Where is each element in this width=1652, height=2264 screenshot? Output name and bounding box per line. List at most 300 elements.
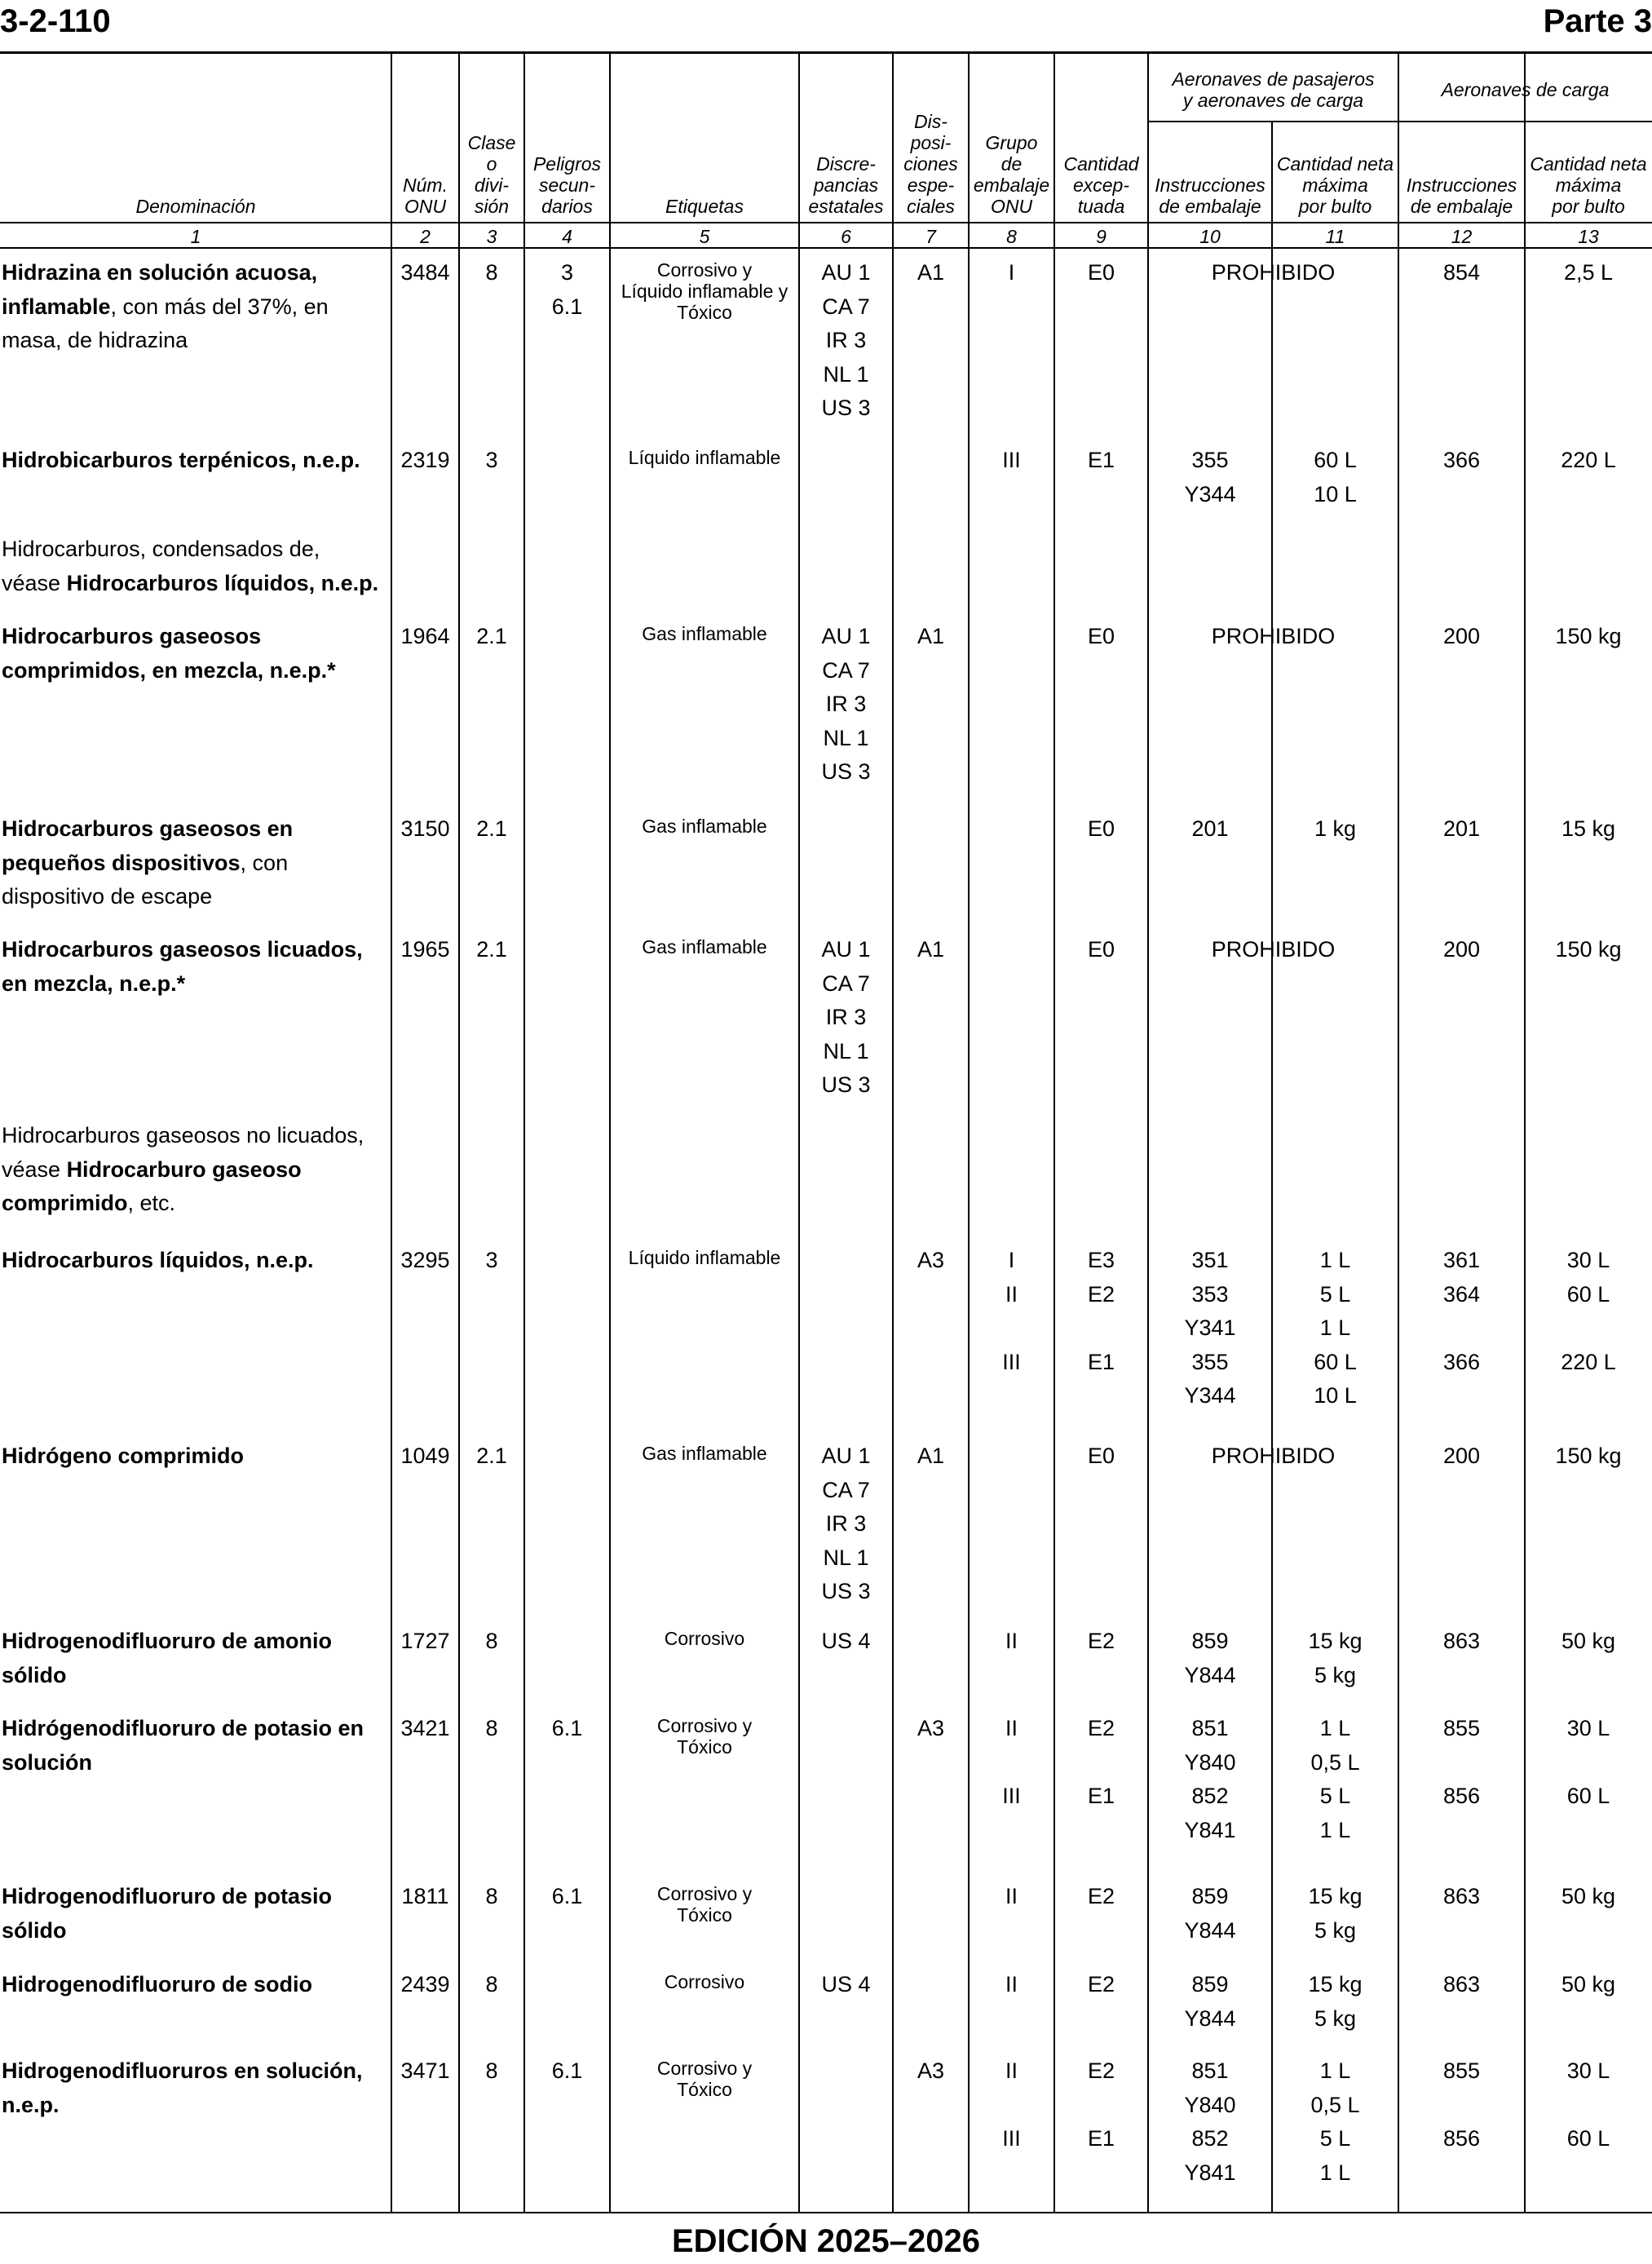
subsidiary-hazard	[524, 256, 610, 324]
excepted-quantity-line: E2	[1087, 1884, 1115, 1908]
passenger-max-quantity-line: 60 L	[1314, 448, 1357, 472]
substance-name-segment: inflamable	[2, 294, 111, 319]
substance-name-segment: solución	[2, 1749, 93, 1775]
prohibited-text: PROHIBIDO	[1211, 1444, 1336, 1468]
cargo-max-quantity	[1525, 933, 1652, 967]
un-number: 3471	[400, 2058, 450, 2083]
column-number-3: 3	[486, 226, 497, 247]
excepted-quantity-line	[1054, 1814, 1148, 1848]
column-header-line: excep-	[1072, 175, 1130, 196]
cargo-max-quantity-line: 150 kg	[1555, 1444, 1622, 1468]
page-number: 3-2-110	[0, 3, 111, 39]
column-header-line: Dis-	[914, 111, 947, 132]
cargo-max-quantity-line	[1525, 1746, 1652, 1780]
substance-name	[2, 620, 391, 688]
column-number-10: 10	[1199, 226, 1221, 247]
substance-name-segment: Hidrocarburos líquidos, n.e.p.	[2, 1248, 314, 1272]
passenger-max-quantity-line: 1 L	[1319, 1248, 1351, 1272]
substance-name-line	[2, 1153, 391, 1187]
un-number: 1727	[400, 1629, 450, 1653]
state-variation-line: AU 1	[821, 260, 871, 285]
substance-name-segment: sólido	[2, 1662, 67, 1687]
substance-name-line	[2, 1244, 391, 1278]
un-number: 2439	[400, 1972, 450, 1996]
packing-group-line: III	[1002, 1784, 1021, 1808]
passenger-max-quantity-line: 5 kg	[1314, 2005, 1357, 2031]
special-provision: A3	[917, 1716, 945, 1740]
substance-name	[2, 1625, 391, 1692]
column-number-5: 5	[699, 226, 710, 247]
cargo-packing-instruction-line: 856	[1442, 1784, 1481, 1808]
hazard-label-line: Corrosivo y	[656, 2058, 753, 2079]
substance-name-segment: Hidrógeno comprimido	[2, 1444, 244, 1468]
cargo-max-quantity-line: 60 L	[1566, 1784, 1610, 1808]
cargo-max-quantity-line: 30 L	[1566, 1716, 1610, 1740]
substance-name-segment: Hidrogenodifluoruro de potasio	[2, 1884, 332, 1908]
cargo-max-quantity-line: 30 L	[1566, 1248, 1610, 1272]
state-variation-line: NL 1	[823, 725, 869, 750]
prohibited-text: PROHIBIDO	[1211, 260, 1336, 285]
column-header-5	[610, 196, 799, 217]
passenger-max-quantity	[1272, 444, 1398, 511]
cargo-packing-instruction	[1398, 2054, 1525, 2190]
state-variation-line: CA 7	[822, 657, 870, 683]
packing-group	[969, 1712, 1054, 1847]
column-number-7: 7	[925, 226, 936, 247]
hazard-label-line: Gas inflamable	[642, 816, 767, 837]
excepted-quantity	[1054, 933, 1148, 967]
packing-group-line: II	[1005, 1629, 1018, 1653]
passenger-packing-instruction-line: 355	[1191, 448, 1229, 472]
passenger-packing-instruction	[1148, 1712, 1272, 1847]
cargo-packing-instruction-line: 863	[1442, 1629, 1481, 1653]
un-number: 1811	[401, 1884, 449, 1908]
substance-name-segment: comprimido	[2, 1191, 128, 1215]
passenger-packing-instruction-line: Y844	[1184, 1662, 1236, 1687]
passenger-max-quantity-line: 5 L	[1319, 1784, 1351, 1808]
excepted-quantity-line	[1054, 2156, 1148, 2191]
cargo-packing-instruction	[1398, 812, 1525, 847]
substance-name-segment: Hidrocarburos gaseosos en	[2, 816, 294, 841]
substance-name-segment: Hidrazina en solución acuosa,	[2, 260, 318, 285]
excepted-quantity-line: E0	[1087, 1444, 1115, 1468]
subsidiary-hazard-line: 6.1	[551, 1884, 583, 1908]
substance-name-segment: Hidrocarburos gaseosos licuados,	[2, 937, 363, 962]
un-number: 1049	[400, 1444, 450, 1468]
substance-name	[2, 2054, 391, 2122]
cargo-packing-instruction-line	[1398, 1379, 1525, 1413]
cargo-max-quantity-line: 60 L	[1566, 1281, 1610, 1307]
cargo-packing-instruction-line: 364	[1442, 1281, 1481, 1307]
hazard-label-line: Corrosivo y	[656, 1715, 753, 1736]
substance-name-line	[2, 1625, 391, 1659]
subsidiary-hazard	[524, 1712, 610, 1746]
cargo-max-quantity-line	[1525, 2156, 1652, 2191]
state-variation-line: CA 7	[822, 294, 870, 319]
substance-name	[2, 812, 391, 914]
state-variation-line: US 4	[821, 1629, 871, 1653]
un-number: 3150	[400, 816, 450, 841]
cargo-packing-instruction-line: 856	[1442, 2126, 1481, 2151]
column-header-line: ONU	[404, 196, 447, 217]
substance-name-line	[2, 324, 391, 358]
hazard-class: 2.1	[476, 1444, 507, 1468]
column-header-line: Cantidad	[1063, 153, 1139, 175]
column-header-10	[1148, 175, 1272, 217]
hazard-label-line: Gas inflamable	[642, 936, 767, 957]
passenger-max-quantity-line: 1 kg	[1314, 816, 1357, 841]
substance-name-segment: sólido	[2, 1917, 67, 1943]
excepted-quantity	[1054, 1880, 1148, 1914]
hazard-labels	[610, 447, 799, 468]
substance-name	[2, 444, 391, 478]
column-header-line: divi-	[474, 175, 510, 196]
passenger-max-quantity	[1272, 1244, 1398, 1413]
passenger-max-quantity-line: 1 L	[1319, 2160, 1351, 2185]
cargo-max-quantity-line: 50 kg	[1561, 1629, 1616, 1653]
excepted-quantity	[1054, 1439, 1148, 1474]
substance-name-segment: Hidrogenodifluoruro de sodio	[2, 1972, 312, 1996]
column-header-line: de embalaje	[1159, 196, 1261, 217]
state-variation	[799, 933, 893, 1103]
passenger-max-quantity-line: 5 L	[1319, 1281, 1351, 1307]
substance-name-segment: véase	[2, 570, 67, 595]
passenger-max-quantity	[1272, 1968, 1398, 2036]
column-header-line: secun-	[538, 175, 596, 196]
column-header-line: Discre-	[816, 153, 876, 175]
excepted-quantity-line: E2	[1087, 1972, 1115, 1996]
cargo-max-quantity-line	[1525, 2089, 1652, 2123]
substance-name-line	[2, 812, 391, 847]
passenger-packing-instruction-line: Y344	[1184, 481, 1236, 506]
cargo-max-quantity	[1525, 2054, 1652, 2190]
column-header-1	[0, 196, 391, 217]
cargo-max-quantity	[1525, 1625, 1652, 1659]
cargo-max-quantity	[1525, 1439, 1652, 1474]
column-header-3	[459, 132, 524, 217]
hazard-label-line: Corrosivo y	[656, 259, 753, 281]
cargo-packing-instruction-line: 854	[1442, 260, 1481, 285]
un-number: 3421	[400, 1716, 450, 1740]
state-variation	[799, 620, 893, 789]
excepted-quantity	[1054, 620, 1148, 654]
passenger-packing-instruction-line: Y841	[1184, 1817, 1236, 1842]
column-header-line: por bulto	[1298, 196, 1372, 217]
state-variation-line: AU 1	[821, 1444, 871, 1468]
packing-group-line: II	[1005, 2058, 1018, 2083]
substance-name-segment: véase	[2, 1156, 67, 1182]
substance-name-segment: Hidrobicarburos terpénicos, n.e.p.	[2, 448, 360, 472]
state-variation-line: US 3	[821, 1072, 871, 1097]
passenger-max-quantity-line: 10 L	[1314, 481, 1357, 506]
hazard-label-line: Tóxico	[677, 1904, 732, 1926]
state-variation-line: US 4	[821, 1972, 871, 1996]
excepted-quantity-line: E0	[1087, 260, 1115, 285]
special-provision: A1	[917, 937, 945, 962]
substance-name-segment: , con	[240, 850, 289, 875]
substance-name-line	[2, 1914, 391, 1948]
cargo-packing-instruction-line	[1398, 2156, 1525, 2191]
cargo-max-quantity-line	[1525, 1311, 1652, 1346]
passenger-max-quantity-line: 15 kg	[1308, 1884, 1363, 1908]
subsidiary-hazard-line: 6.1	[551, 294, 583, 319]
substance-name-segment: Hidrógenodifluoruro de potasio en	[2, 1716, 364, 1740]
substance-name-segment: masa, de hidrazina	[2, 328, 188, 352]
substance-name	[2, 933, 391, 1001]
column-header-line: espe-	[907, 175, 955, 196]
column-header-line: pancias	[813, 175, 879, 196]
cargo-packing-instruction-line: 863	[1442, 1884, 1481, 1908]
hazard-label-line: Corrosivo	[664, 1971, 745, 1992]
subsidiary-hazard-line: 6.1	[551, 2058, 583, 2083]
excepted-quantity-line: E0	[1087, 937, 1115, 962]
hazard-label-line: Gas inflamable	[642, 623, 767, 644]
column-header-line: estatales	[808, 196, 884, 217]
excepted-quantity-line	[1054, 2089, 1148, 2123]
column-header-line: o	[486, 153, 497, 175]
hazard-class: 8	[485, 1972, 498, 1996]
special-provision: A1	[917, 624, 945, 648]
column-header-13	[1525, 153, 1652, 217]
packing-group	[969, 1968, 1054, 2002]
cargo-packing-instruction	[1398, 1880, 1525, 1914]
passenger-packing-instruction-line: Y344	[1184, 1383, 1236, 1408]
hazard-label-line: Tóxico	[677, 302, 732, 323]
substance-name-segment: Hidrocarburo gaseoso	[66, 1156, 302, 1182]
prohibited-text: PROHIBIDO	[1211, 624, 1336, 648]
cargo-aircraft-header	[1398, 79, 1652, 100]
cargo-aircraft-header-line: Aeronaves de carga	[1441, 79, 1610, 100]
cargo-packing-instruction-line: 200	[1442, 624, 1481, 648]
cargo-max-quantity	[1525, 812, 1652, 847]
column-header-line: Núm.	[403, 175, 448, 196]
packing-group-line: I	[1008, 1248, 1015, 1272]
un-number: 1965	[400, 937, 450, 962]
substance-name-line	[2, 880, 391, 914]
substance-name-line	[2, 933, 391, 967]
passenger-max-quantity	[1272, 1712, 1398, 1847]
excepted-quantity-line: E0	[1087, 816, 1115, 841]
passenger-max-quantity-line: 1 L	[1319, 1316, 1351, 1340]
column-header-line: embalaje	[973, 175, 1050, 196]
column-number-2: 2	[420, 226, 431, 247]
state-variation	[799, 1968, 893, 2002]
subsidiary-hazard	[524, 1880, 610, 1914]
header-rule	[0, 222, 1652, 223]
substance-name	[2, 1712, 391, 1780]
passenger-max-quantity-line: 0,5 L	[1310, 2092, 1360, 2117]
passenger-packing-instruction-line: Y840	[1184, 1749, 1236, 1775]
hazard-class: 2.1	[476, 816, 507, 841]
column-number-9: 9	[1096, 226, 1106, 247]
top-rule	[0, 51, 1652, 54]
substance-name-line	[2, 290, 391, 325]
special-provision: A3	[917, 2058, 945, 2083]
passenger-aircraft-header-line: y aeronaves de carga	[1182, 90, 1364, 111]
column-header-line: posi-	[910, 132, 952, 153]
substance-name-segment: dispositivo de escape	[2, 884, 213, 909]
hazard-labels	[610, 936, 799, 957]
column-number-8: 8	[1006, 226, 1017, 247]
passenger-max-quantity-line: 0,5 L	[1310, 1749, 1360, 1775]
cargo-max-quantity	[1525, 444, 1652, 478]
special-provision: A1	[917, 260, 945, 285]
substance-name	[2, 1880, 391, 1948]
passenger-packing-instruction-line: 201	[1191, 816, 1229, 841]
hazard-class: 8	[485, 1884, 498, 1908]
passenger-packing-instruction	[1148, 1968, 1272, 2036]
cargo-max-quantity-line: 150 kg	[1555, 937, 1622, 962]
packing-group-line	[969, 1379, 1054, 1413]
packing-group-line: II	[1005, 1884, 1018, 1908]
passenger-packing-instruction	[1148, 2054, 1272, 2190]
substance-name-line	[2, 1439, 391, 1474]
substance-name	[2, 1119, 391, 1221]
packing-group-line	[969, 2089, 1054, 2123]
passenger-packing-instruction-line: 859	[1191, 1972, 1229, 1996]
excepted-quantity-line: E1	[1087, 2126, 1115, 2151]
hazard-label-line: Corrosivo y	[656, 1883, 753, 1904]
subsidiary-hazard-line: 3	[560, 260, 574, 285]
packing-group-line: III	[1002, 448, 1021, 472]
substance-name-line	[2, 1119, 391, 1153]
cargo-max-quantity-line	[1525, 1379, 1652, 1413]
passenger-packing-instruction-line: 351	[1191, 1248, 1229, 1272]
passenger-packing-instruction	[1148, 444, 1272, 511]
column-header-line: Instrucciones	[1155, 175, 1266, 196]
substance-name	[2, 1439, 391, 1474]
hazard-labels	[610, 1628, 799, 1649]
state-variation-line: AU 1	[821, 624, 871, 648]
hazard-labels	[610, 2058, 799, 2100]
hazard-labels	[610, 1971, 799, 1992]
cargo-max-quantity	[1525, 1244, 1652, 1413]
column-number-11: 11	[1325, 226, 1345, 247]
group-header-rule	[1148, 121, 1652, 122]
passenger-packing-instruction-line: Y341	[1184, 1316, 1236, 1340]
column-header-11	[1272, 153, 1398, 217]
cargo-packing-instruction-line	[1398, 2089, 1525, 2123]
hazard-label-line: Tóxico	[677, 1736, 732, 1758]
substance-name-line	[2, 1187, 391, 1221]
cargo-max-quantity-line: 50 kg	[1561, 1884, 1616, 1908]
substance-name	[2, 1244, 391, 1278]
column-header-9	[1054, 153, 1148, 217]
substance-name-segment: n.e.p.	[2, 2092, 60, 2117]
passenger-packing-instruction	[1148, 1244, 1272, 1413]
cargo-max-quantity	[1525, 256, 1652, 290]
passenger-max-quantity-line: 5 kg	[1314, 1662, 1357, 1687]
state-variation-line: IR 3	[825, 692, 867, 716]
column-header-line: Peligros	[532, 153, 602, 175]
passenger-packing-instruction-line: 852	[1191, 1784, 1229, 1808]
cargo-packing-instruction	[1398, 444, 1525, 478]
packing-group-line: II	[1005, 1716, 1018, 1740]
column-number-13: 13	[1578, 226, 1599, 247]
substance-name	[2, 256, 391, 358]
column-header-line: sión	[474, 196, 510, 217]
un-number: 3295	[400, 1248, 450, 1272]
un-number: 3484	[400, 260, 450, 285]
packing-group-line	[969, 1311, 1054, 1346]
substance-name-segment: en mezcla, n.e.p.*	[2, 971, 186, 996]
column-header-line: Cantidad neta	[1276, 153, 1394, 175]
column-number-6: 6	[841, 226, 851, 247]
substance-name-line	[2, 1659, 391, 1693]
state-variation-line: AU 1	[821, 937, 871, 962]
cargo-packing-instruction	[1398, 1625, 1525, 1659]
substance-name-line	[2, 1712, 391, 1746]
state-variation-line: CA 7	[822, 971, 870, 996]
cargo-packing-instruction	[1398, 256, 1525, 290]
substance-name-line	[2, 620, 391, 654]
column-header-line: de embalaje	[1410, 196, 1513, 217]
state-variation-line: US 3	[821, 396, 871, 420]
passenger-max-quantity-line: 5 L	[1319, 2126, 1351, 2151]
column-header-line: Cantidad neta	[1530, 153, 1647, 175]
substance-name-line	[2, 256, 391, 290]
part-label: Parte 3	[1543, 3, 1652, 39]
hazard-labels	[610, 259, 799, 323]
column-header-line: de	[1000, 153, 1023, 175]
cargo-max-quantity-line: 30 L	[1566, 2058, 1610, 2083]
state-variation-line: IR 3	[825, 1511, 867, 1536]
substance-name-line	[2, 567, 391, 601]
cargo-max-quantity-line	[1525, 1814, 1652, 1848]
excepted-quantity-line: E1	[1087, 448, 1115, 472]
passenger-max-quantity-line: 5 kg	[1314, 1917, 1357, 1943]
state-variation-line: IR 3	[825, 1005, 867, 1029]
hazard-class: 8	[485, 1716, 498, 1740]
column-header-line: ciales	[907, 196, 955, 217]
substance-name-segment: Hidrocarburos gaseosos no licuados,	[2, 1123, 364, 1147]
cargo-packing-instruction-line: 200	[1442, 937, 1481, 962]
packing-group	[969, 1244, 1054, 1413]
subsidiary-hazard	[524, 2054, 610, 2089]
un-number: 1964	[400, 624, 450, 648]
hazard-labels	[610, 1247, 799, 1268]
cargo-packing-instruction-line	[1398, 1746, 1525, 1780]
column-header-line: máxima	[1555, 175, 1622, 196]
cargo-packing-instruction-line: 361	[1442, 1248, 1481, 1272]
passenger-max-quantity-line: 15 kg	[1308, 1972, 1363, 1996]
excepted-quantity	[1054, 2054, 1148, 2190]
column-header-line: máxima	[1302, 175, 1368, 196]
packing-group	[969, 444, 1054, 478]
packing-group-line: I	[1008, 260, 1015, 285]
cargo-max-quantity-line: 50 kg	[1561, 1972, 1616, 1996]
packing-group-line: II	[1005, 1972, 1018, 1996]
substance-name-line	[2, 654, 391, 688]
substance-name-segment: Hidrocarburos gaseosos	[2, 624, 262, 648]
passenger-max-quantity	[1272, 1625, 1398, 1692]
hazard-label-line: Tóxico	[677, 2079, 732, 2100]
cargo-packing-instruction-line: 855	[1442, 2058, 1481, 2083]
state-variation-line: NL 1	[823, 361, 869, 387]
subsidiary-hazard-line: 6.1	[551, 1716, 583, 1740]
state-variation	[799, 1439, 893, 1609]
substance-name-line	[2, 444, 391, 478]
hazard-labels	[610, 1443, 799, 1464]
column-header-line: Denominación	[135, 196, 256, 217]
cargo-packing-instruction	[1398, 933, 1525, 967]
cargo-packing-instruction-line: 200	[1442, 1444, 1481, 1468]
passenger-packing-instruction-line: 851	[1191, 2058, 1229, 2083]
hazard-label-line: Líquido inflamable	[628, 1247, 781, 1268]
passenger-max-quantity	[1272, 812, 1398, 847]
hazard-labels	[610, 816, 799, 837]
cargo-packing-instruction-line	[1398, 1311, 1525, 1346]
